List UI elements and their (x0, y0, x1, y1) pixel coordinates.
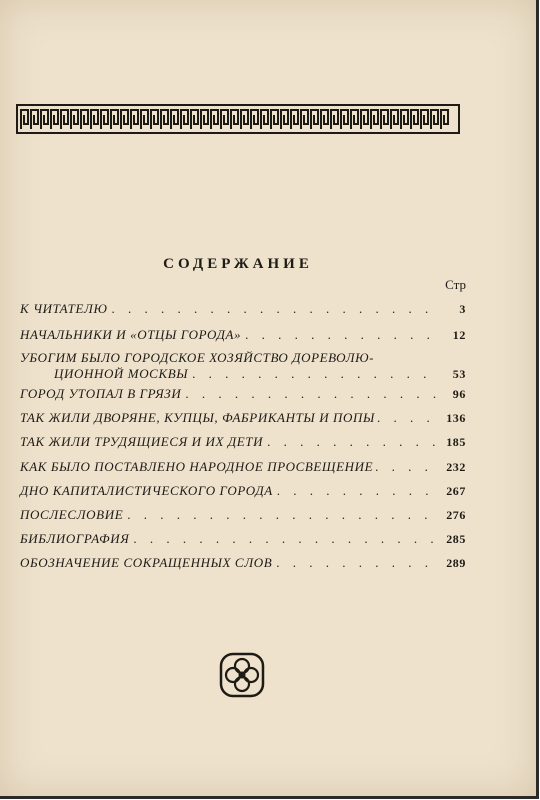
dot-leader (375, 459, 438, 475)
toc-entry[interactable] (20, 531, 466, 547)
page-column-label: Стр (445, 277, 466, 292)
toc-page-number: 136 (446, 411, 466, 425)
toc-entry-title: БИБЛИОГРАФИЯ (20, 531, 130, 546)
toc-entry[interactable] (20, 350, 466, 382)
toc-page-number: 276 (446, 508, 466, 522)
toc-page-number: 289 (446, 556, 466, 570)
toc-entry[interactable] (20, 483, 466, 499)
toc-entry[interactable] (20, 434, 466, 450)
toc-page-number: 185 (446, 435, 466, 449)
dot-leader (185, 386, 436, 402)
toc-entry-title: ТАК ЖИЛИ ТРУДЯЩИЕСЯ И ИХ ДЕТИ (20, 434, 264, 449)
toc-entry[interactable] (20, 301, 466, 317)
toc-page-number: 12 (452, 328, 466, 342)
dot-leader (267, 434, 436, 450)
toc-page-number: 3 (459, 302, 466, 316)
toc-entry[interactable] (20, 459, 466, 475)
toc-entry[interactable] (20, 327, 466, 343)
toc-entry-title: К ЧИТАТЕЛЮ (20, 301, 108, 316)
toc-entry-title: УБОГИМ БЫЛО ГОРОДСКОЕ ХОЗЯЙСТВО ДОРЕВОЛЮ- (20, 350, 375, 365)
toc-entry-title: КАК БЫЛО ПОСТАВЛЕНО НАРОДНОЕ ПРОСВЕЩЕНИЕ (20, 459, 374, 474)
dot-leader (276, 555, 436, 571)
toc-page-number: 96 (452, 387, 466, 401)
dot-leader (245, 327, 436, 343)
dot-leader (377, 410, 438, 426)
toc-page-number: 267 (446, 484, 466, 498)
four-petal-flower-emblem-icon (219, 652, 265, 698)
toc-entry-title-continued: ЦИОННОЙ МОСКВЫ (54, 366, 189, 381)
dot-leader (111, 301, 436, 317)
toc-entry-title: ТАК ЖИЛИ ДВОРЯНЕ, КУПЦЫ, ФАБРИКАНТЫ И ПОПЫ (20, 410, 375, 425)
dot-leader (133, 531, 436, 547)
toc-entry[interactable] (20, 507, 466, 523)
toc-page-number: 53 (452, 367, 466, 381)
dot-leader (127, 507, 436, 523)
toc-entry-title: НАЧАЛЬНИКИ И «ОТЦЫ ГОРОДА» (20, 327, 242, 342)
toc-entry-title: ГОРОД УТОПАЛ В ГРЯЗИ (20, 386, 182, 401)
dot-leader (277, 483, 436, 499)
toc-entry[interactable] (20, 555, 466, 571)
toc-entry-title: ПОСЛЕСЛОВИЕ (20, 507, 124, 522)
greek-key-border-icon (16, 104, 460, 134)
dot-leader (192, 366, 436, 382)
toc-entry-title: ДНО КАПИТАЛИСТИЧЕСКОГО ГОРОДА (20, 483, 273, 498)
toc-page-number: 285 (446, 532, 466, 546)
toc-entry[interactable] (20, 386, 466, 402)
toc-page-number: 232 (446, 460, 466, 474)
page-title: СОДЕРЖАНИЕ (163, 256, 313, 272)
toc-entry-title: ОБОЗНАЧЕНИЕ СОКРАЩЕННЫХ СЛОВ (20, 555, 273, 570)
toc-entry[interactable] (20, 410, 466, 426)
